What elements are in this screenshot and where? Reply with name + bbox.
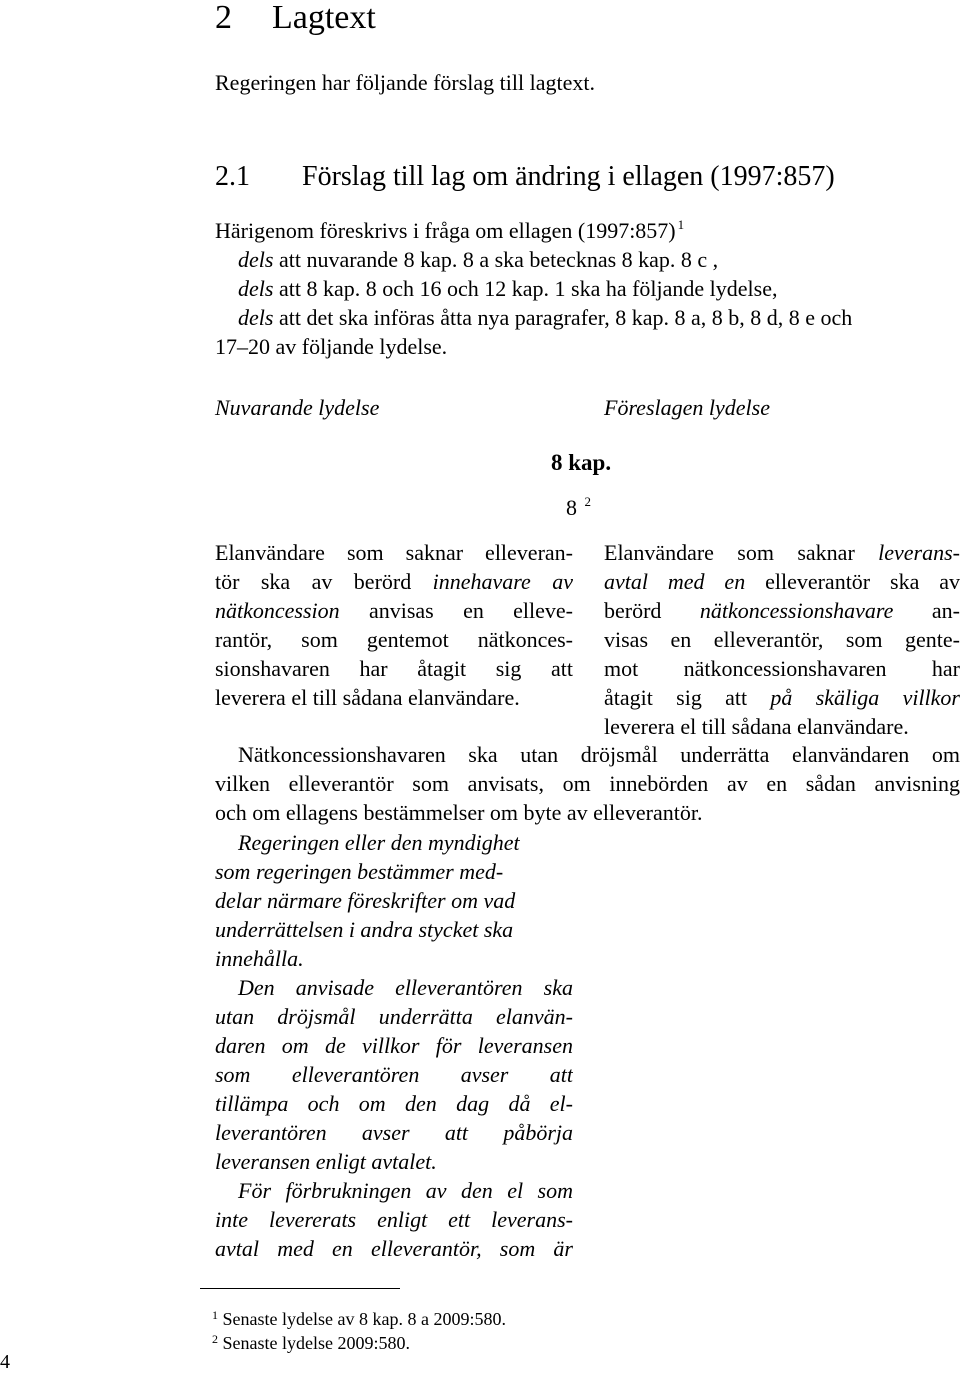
footnote-ref-1: 1 [677,217,685,232]
chapter-heading [215,0,376,38]
footnote-divider [200,1288,400,1289]
current-paragraph-3: Den anvisade elleverantören ska utan dröjsmål underrätta elanvän- daren om de villkor för leveransen som elleverantören avser att tillämpa och om den dag då el- leverantören avser att påbörja leveransen enligt avtalet. [215,975,573,1174]
enactment-line-1: Härigenom föreskrivs i fråga om ellagen (1997:857) $^1$ [215,217,685,243]
proposed-paragraph-1: Elanvändare som saknar leverans- avtal med en elleverantör ska av berörd nätkoncessionshavare an- visas en elleverantör, som gente- mot nätkoncessionshavaren har åtagit sig att på skäliga villkor leverera el till sådana elanvändare. [604,540,960,739]
enactment-line-3: dels att 8 kap. 8 och 16 och 12 kap. 1 ska ha följande lydelse, [238,276,778,301]
shared-paragraph: Nätkoncessionshavaren ska utan dröjsmål underrätta elanvändaren om vilken elleverantör som anvisats, om innebörden av en sådan anvisning och om ellagens bestämmelser om byte av elleverantör. [215,742,960,825]
section-heading [215,160,835,194]
footnote-1: $^1$ Senaste lydelse av 8 kap. 8 a 2009:580. [212,1308,506,1329]
chapter-number: 2 [215,0,232,36]
enactment-line-4: dels att det ska införas åtta nya paragrafer, 8 kap. 8 a, 8 b, 8 d, 8 e och [238,305,853,330]
chapter-title: Lagtext [272,0,376,36]
page-number: 4 [0,1351,10,1373]
current-paragraph-1: Elanvändare som saknar elleveran- tör ska av berörd innehavare av nätkoncession anvisas en elleve- rantör, som gentemot nätkonces- sionshavaren har åtagit sig att leverera el till sådana elanvändare. [215,540,573,710]
chapter-label: 8 kap. [551,450,612,475]
column-header-current: Nuvarande lydelse [215,395,380,420]
current-paragraph-2: Regeringen eller den myndighet som regeringen bestämmer med- delar närmare föreskrifter om vad underrättelsen i andra stycket ska innehålla. [215,830,520,971]
intro-text: Regeringen har följande förslag till lagtext. [215,70,595,95]
section-title: Förslag till lag om ändring i ellagen (1997:857) [302,161,835,192]
enactment-line-5: 17–20 av följande lydelse. [215,334,448,359]
footnote-2: $^2$ Senaste lydelse 2009:580. [212,1332,410,1353]
enactment-line-2: dels att nuvarande 8 kap. 8 a ska betecknas 8 kap. 8 c , [238,247,719,272]
paragraph-label: 8 $^2$ [566,494,591,520]
section-number: 2.1 [215,161,250,192]
current-paragraph-4: För förbrukningen av den el som inte levererats enligt ett leverans- avtal med en elleverantör, som är [215,1178,573,1261]
column-header-proposed: Föreslagen lydelse [604,395,770,420]
